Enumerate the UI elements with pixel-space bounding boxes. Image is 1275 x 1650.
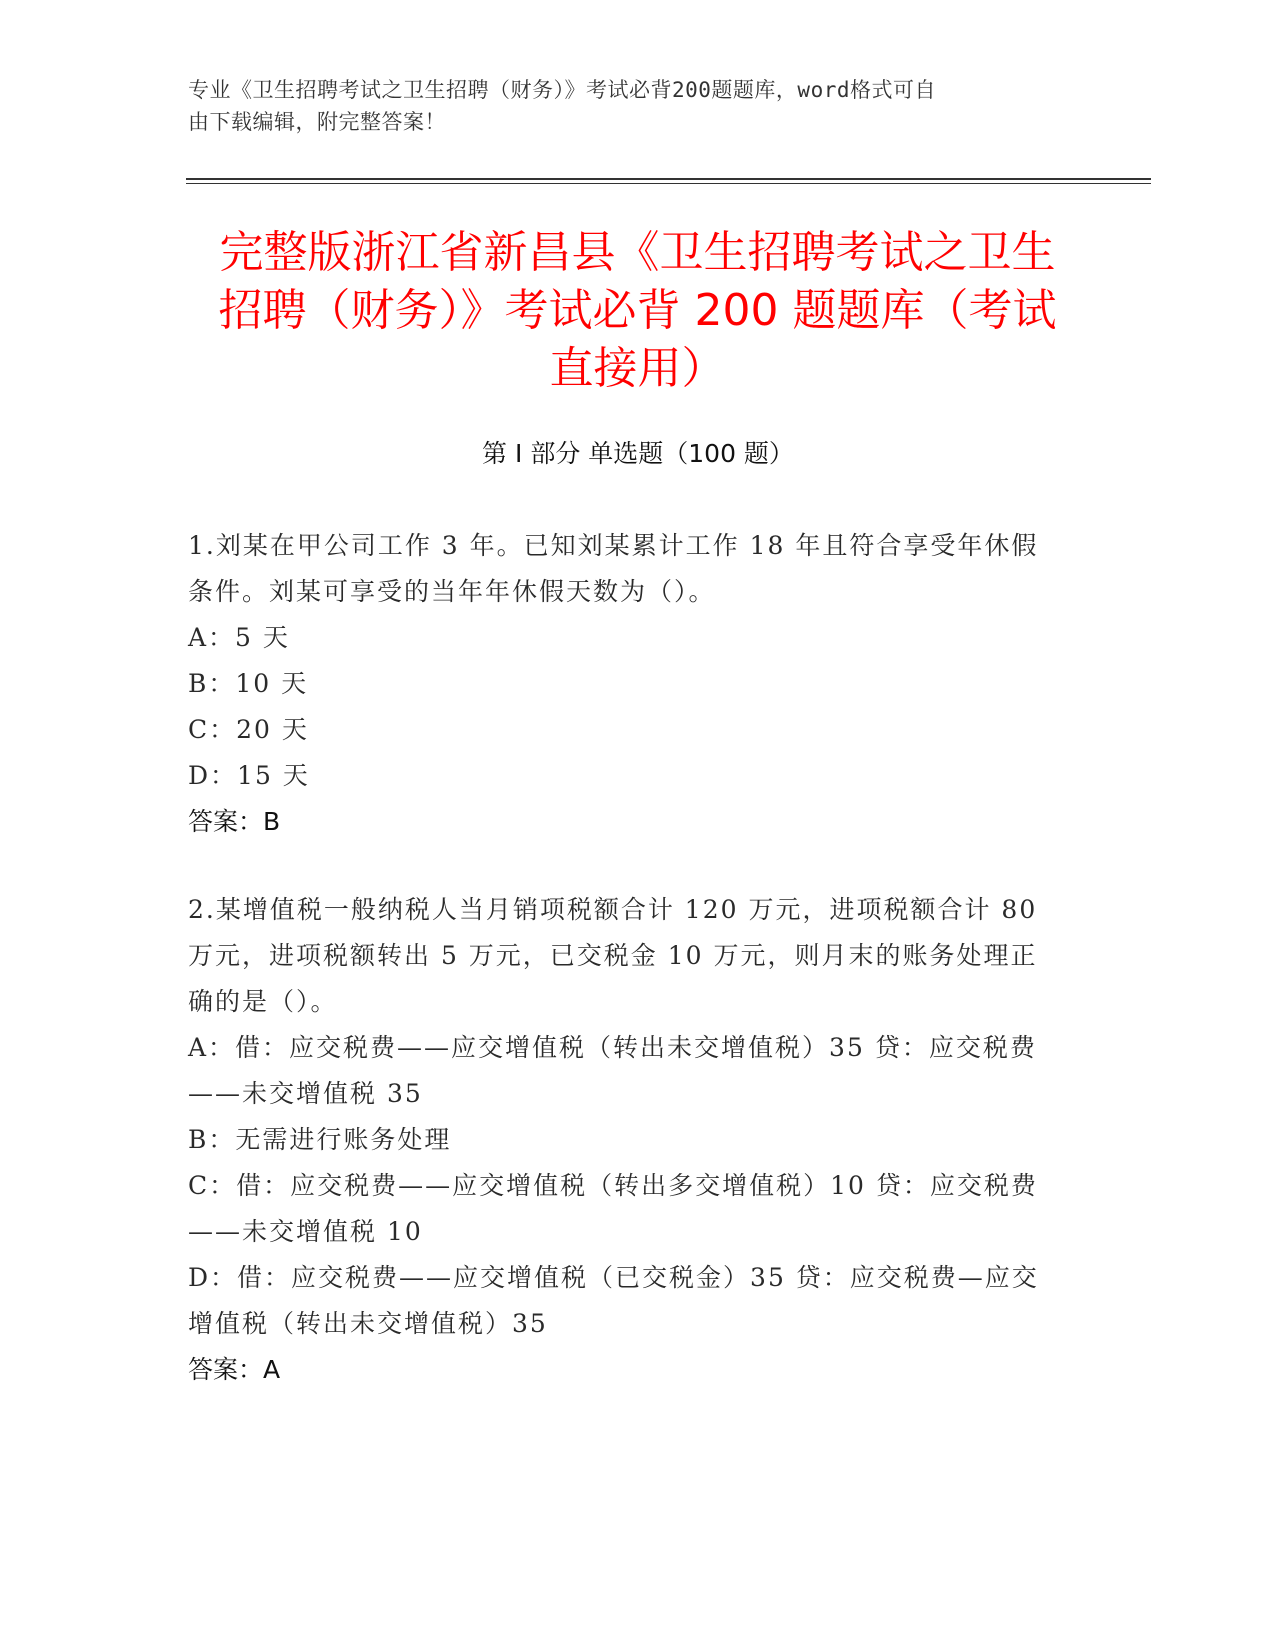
question-stem	[188, 887, 1088, 1025]
answer-label: 答案：A	[188, 1355, 281, 1384]
title-line: 直接用）	[549, 343, 726, 394]
option-line: A：借：应交税费——应交增值税（转出未交增值税）35 贷：应交税费	[188, 1033, 1037, 1062]
question-stem	[188, 523, 1088, 615]
title-line: 完整版浙江省新昌县《卫生招聘考试之卫生	[219, 227, 1056, 278]
header-note-line: 专业《卫生招聘考试之卫生招聘（财务）》考试必背200题题库，word格式可自	[188, 78, 936, 102]
header-divider-thick	[186, 178, 1151, 180]
option-c	[188, 1163, 1088, 1255]
stem-line: 1.刘某在甲公司工作 3 年。已知刘某累计工作 18 年且符合享受年休假	[188, 531, 1039, 560]
option-b: B：10 天	[188, 669, 309, 698]
option-d	[188, 1255, 1088, 1347]
option-line: ——未交增值税 10	[188, 1217, 423, 1246]
header-note	[188, 74, 1088, 138]
option-line: 增值税（转出未交增值税）35	[188, 1309, 548, 1338]
stem-line: 万元，进项税额转出 5 万元，已交税金 10 万元，则月末的账务处理正	[188, 941, 1038, 970]
option-a: A：5 天	[188, 623, 290, 652]
stem-line: 条件。刘某可享受的当年年休假天数为（）。	[188, 577, 716, 606]
header-divider-thin	[186, 183, 1151, 184]
question-1	[188, 523, 1088, 845]
question-2	[188, 887, 1088, 1393]
title-line: 招聘（财务）》考试必背 200 题题库（考试	[218, 285, 1057, 336]
option-a	[188, 1025, 1088, 1117]
option-line: D：借：应交税费——应交增值税（已交税金）35 贷：应交税费—应交	[188, 1263, 1039, 1292]
option-line: C：借：应交税费——应交增值税（转出多交增值税）10 贷：应交税费	[188, 1171, 1038, 1200]
stem-line: 确的是（）。	[188, 987, 338, 1016]
option-line: ——未交增值税 35	[188, 1079, 423, 1108]
option-b: B：无需进行账务处理	[188, 1125, 452, 1154]
option-c: C：20 天	[188, 715, 309, 744]
option-d: D：15 天	[188, 761, 310, 790]
document-title	[190, 224, 1085, 398]
stem-line: 2.某增值税一般纳税人当月销项税额合计 120 万元，进项税额合计 80	[188, 895, 1038, 924]
section-heading: 第 I 部分 单选题（100 题）	[482, 439, 794, 468]
header-note-line: 由下载编辑，附完整答案！	[188, 110, 446, 134]
answer-label: 答案：B	[188, 807, 281, 836]
